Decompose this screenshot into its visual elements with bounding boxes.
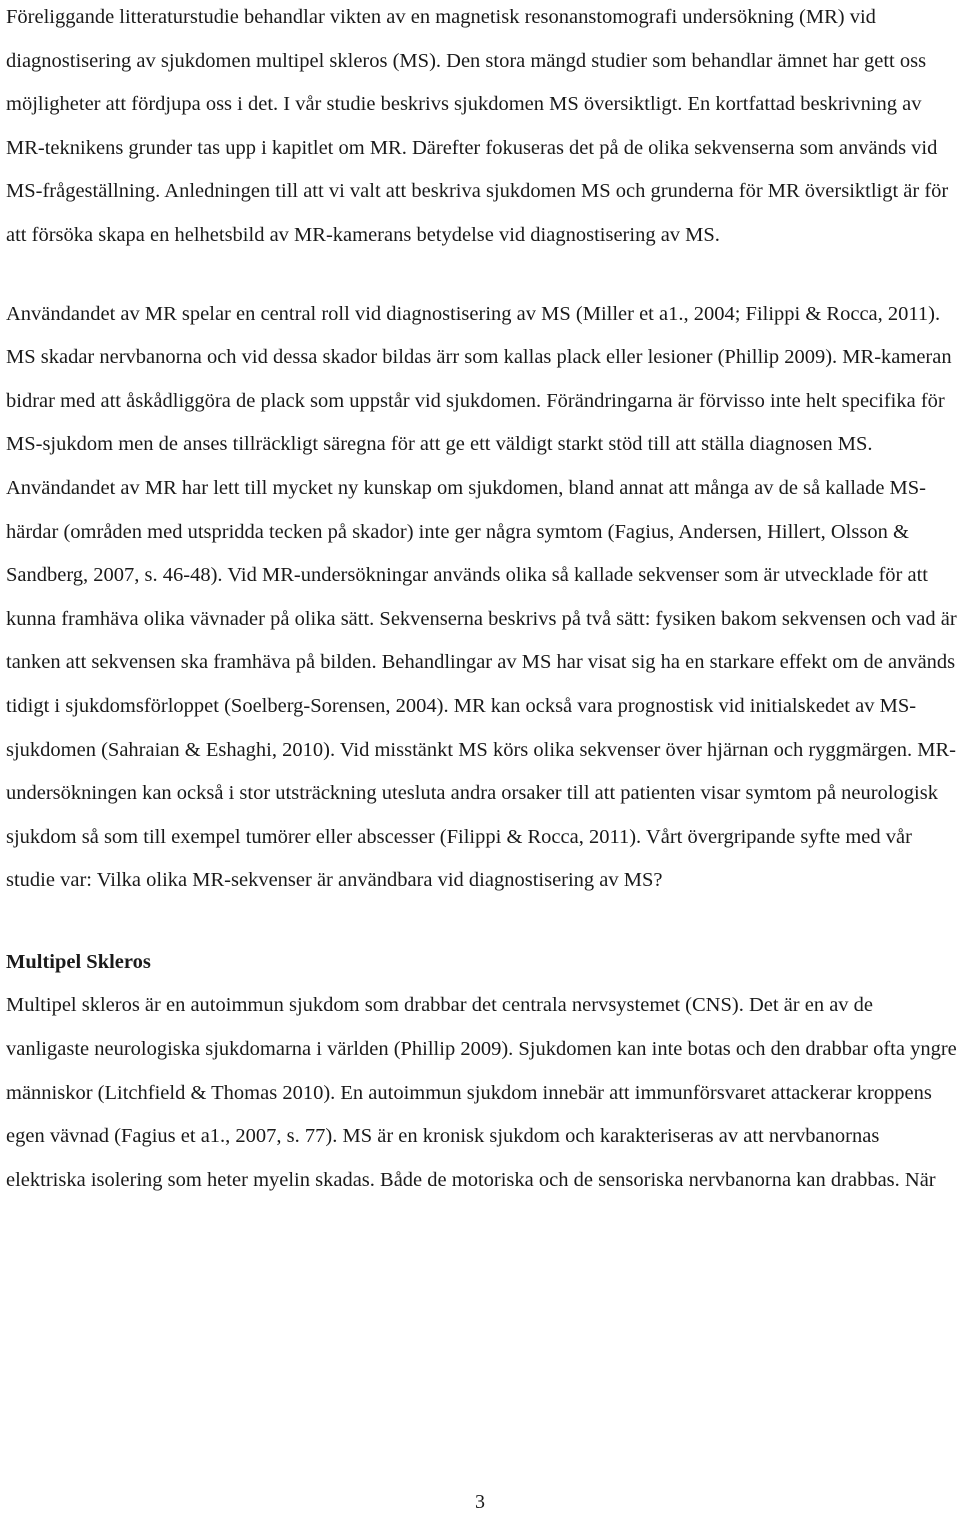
body-paragraph-intro: Föreliggande litteraturstudie behandlar vikten av en magnetisk resonanstomografi undersökning (MR) vid diagnostisering av sjukdomen multipel skleros (MS). Den stora mängd studier som behandlar ämnet har gett oss möjligheter att fördjupa oss i det. I vår studie beskrivs sjukdomen MS översiktligt. En kortfattad beskrivning av MR-teknikens grunder tas upp i kapitlet om MR. Därefter fokuseras det på de olika sekvenserna som används vid MS-frågeställning. Anledningen till att vi valt att beskriva sjukdomen MS och grunderna för MR översiktligt är för att försöka skapa en helhetsbild av MR-kamerans betydelse vid diagnostisering av MS.	[6, 6, 949, 246]
page-number: 3	[475, 1491, 485, 1513]
document-page	[6, 0, 960, 1202]
body-paragraph-ms-definition: Multipel skleros är en autoimmun sjukdom som drabbar det centrala nervsystemet (CNS). Det är en av de vanligaste neurologiska sjukdomarna i världen (Phillip 2009). Sjukdomen kan inte botas och den drabbar ofta yngre människor (Litchfield & Thomas 2010). En autoimmun sjukdom innebär att immunförsvaret attackerar kroppens egen vävnad (Fagius et a1., 2007, s. 77). MS är en kronisk sjukdom och karakteriseras av att nervbanornas elektriska isolering som heter myelin skadas. Både de motoriska och de sensoriska nervbanorna kan drabbas. När	[6, 994, 957, 1191]
section-heading: Multipel Skleros	[6, 950, 151, 973]
body-paragraph-mr-usage: Användandet av MR spelar en central roll vid diagnostisering av MS (Miller et a1., 2004; Filippi & Rocca, 2011). MS skadar nervbanorna och vid dessa skador bildas ärr som kallas plack eller lesioner (Phillip 2009). MR-kameran bidrar med att åskådliggöra de plack som uppstår vid sjukdomen. Förändringarna är förvisso inte helt specifika för MS-sjukdom men de anses tillräckligt säregna för att ge ett väldigt starkt stöd till att ställa diagnosen MS. Användandet av MR har lett till mycket ny kunskap om sjukdomen, bland annat att många av de så kallade MS-härdar (områden med utspridda tecken på skador) inte ger några symtom (Fagius, Andersen, Hillert, Olsson & Sandberg, 2007, s. 46-48). Vid MR-undersökningar används olika så kallade sekvenser som är utvecklade för att kunna framhäva olika vävnader på olika sätt. Sekvenserna beskrivs på två sätt: fysiken bakom sekvensen och vad är tanken att sekvensen ska framhäva på bilden. Behandlingar av MS har visat sig ha en starkare effekt om de används tidigt i sjukdomsförloppet (Soelberg-Sorensen, 2004). MR kan också vara prognostisk vid initialskedet av MS-sjukdomen (Sahraian & Eshaghi, 2010). Vid misstänkt MS körs olika sekvenser över hjärnan och ryggmärgen. MR-undersökningen kan också i stor utsträckning utesluta andra orsaker till att patienten visar symtom på neurologisk sjukdom så som till exempel tumörer eller abscesser (Filippi & Rocca, 2011). Vårt övergripande syfte med vår studie var: Vilka olika MR-sekvenser är användbara vid diagnostisering av MS?	[6, 302, 957, 892]
